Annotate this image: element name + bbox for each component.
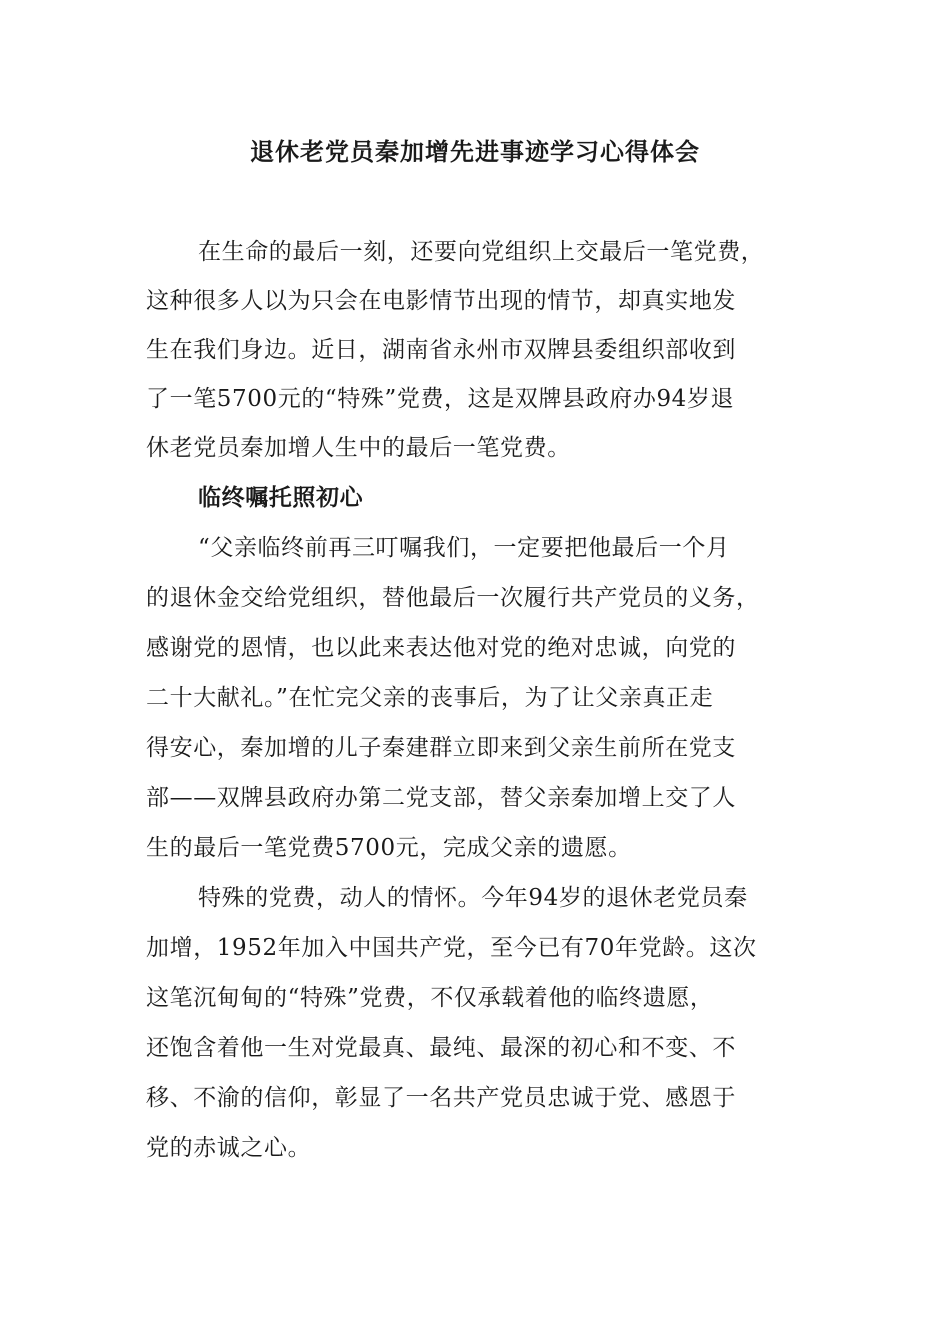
- document-title: 退休老党员秦加增先进事迹学习心得体会: [250, 137, 700, 166]
- paragraph-3-line: 加增，1952年加入中国共产党，至今已有70年党龄。这次: [146, 935, 757, 961]
- paragraph-2-line: 生的最后一笔党费5700元，完成父亲的遗愿。: [146, 835, 632, 861]
- paragraph-1-line: 生在我们身边。近日，湖南省永州市双牌县委组织部收到: [146, 337, 736, 363]
- paragraph-2-line: 感谢党的恩情，也以此来表达他对党的绝对忠诚，向党的: [146, 635, 736, 661]
- paragraph-2-line: 二十大献礼。”在忙完父亲的丧事后，为了让父亲真正走: [146, 685, 714, 711]
- paragraph-1-line: 了一笔5700元的“特殊”党费，这是双牌县政府办94岁退: [146, 386, 735, 412]
- paragraph-3-line: 移、不渝的信仰，彰显了一名共产党员忠诚于党、感恩于: [146, 1085, 736, 1111]
- paragraph-3-line: 党的赤诚之心。: [146, 1135, 312, 1161]
- paragraph-2-line: 的退休金交给党组织，替他最后一次履行共产党员的义务，: [146, 585, 760, 611]
- paragraph-3-line: 特殊的党费，动人的情怀。今年94岁的退休老党员秦: [198, 885, 748, 911]
- paragraph-3-line: 还饱含着他一生对党最真、最纯、最深的初心和不变、不: [146, 1035, 736, 1061]
- section-heading: 临终嘱托照初心: [198, 484, 364, 511]
- paragraph-1-line: 这种很多人以为只会在电影情节出现的情节，却真实地发: [146, 288, 736, 314]
- paragraph-1-line: 在生命的最后一刻，还要向党组织上交最后一笔党费，: [198, 239, 765, 265]
- paragraph-2-line: “父亲临终前再三叮嘱我们，一定要把他最后一个月: [198, 535, 730, 561]
- paragraph-2-line: 部——双牌县政府办第二党支部，替父亲秦加增上交了人: [146, 785, 736, 811]
- paragraph-2-line: 得安心，秦加增的儿子秦建群立即来到父亲生前所在党支: [146, 735, 736, 761]
- paragraph-1-line: 休老党员秦加增人生中的最后一笔党费。: [146, 435, 571, 461]
- paragraph-3-line: 这笔沉甸甸的“特殊”党费，不仅承载着他的临终遗愿，: [146, 985, 714, 1011]
